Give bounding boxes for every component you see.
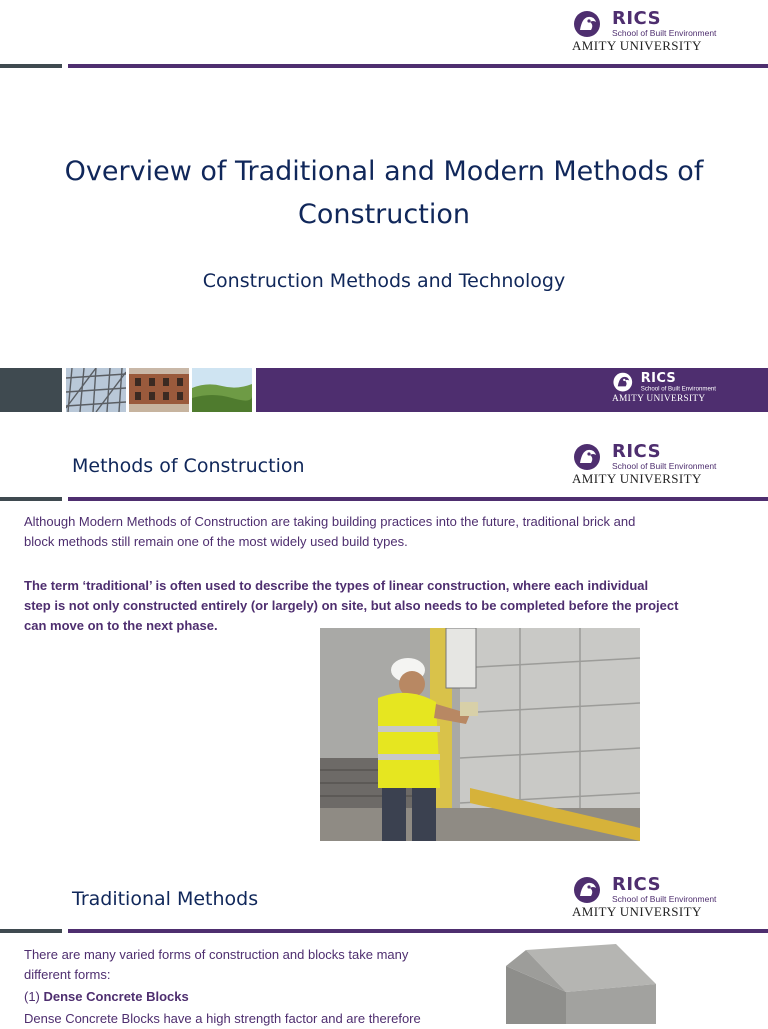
list-item-label: Dense Concrete Blocks xyxy=(43,989,189,1004)
intro-line-2: block methods still remain one of the most widely used build types. xyxy=(24,534,408,549)
definition-line-2: step is not only constructed entirely (or largely) on site, but also needs to be completed before the project xyxy=(24,598,679,613)
logo-university-text: AMITY UNIVERSITY xyxy=(572,38,702,53)
logo-school-text: School of Built Environment xyxy=(612,894,717,904)
slide-title-line-1: Overview of Traditional and Modern Methods of xyxy=(64,156,704,187)
forms-line-2: different forms: xyxy=(24,967,111,982)
list-item-dense-concrete xyxy=(24,987,474,1007)
header-rule-purple xyxy=(68,64,768,68)
header-rule-dark xyxy=(0,497,62,501)
logo-university-text: AMITY UNIVERSITY xyxy=(612,392,706,403)
intro-line-1: Although Modern Methods of Construction are taking building practices into the future, traditional brick and xyxy=(24,514,636,529)
logo-university-text: AMITY UNIVERSITY xyxy=(572,904,702,919)
traditional-definition-paragraph xyxy=(24,576,754,636)
footer-band xyxy=(0,368,768,412)
logo-brand-text: RICS xyxy=(612,8,662,29)
rics-amity-logo xyxy=(572,443,732,489)
footer-band-dark xyxy=(0,368,62,412)
forms-line-1: There are many varied forms of construction and blocks take many xyxy=(24,947,409,962)
landscape-photo xyxy=(192,368,252,412)
logo-brand-text: RICS xyxy=(640,370,677,386)
slide-subtitle: Construction Methods and Technology xyxy=(202,270,566,292)
section-heading-traditional: Traditional Methods xyxy=(72,888,259,910)
bricklayer-photo xyxy=(320,628,640,841)
header-rule-dark xyxy=(0,64,62,68)
rics-amity-logo xyxy=(572,876,732,922)
forms-paragraph xyxy=(24,945,474,985)
rics-lion-emblem-icon xyxy=(572,443,608,473)
scaffold-photo xyxy=(66,368,126,412)
list-item-number: (1) xyxy=(24,989,44,1004)
header-rule-dark xyxy=(0,929,62,933)
definition-line-1: The term ‘traditional’ is often used to describe the types of linear construction, where each individual xyxy=(24,578,649,593)
concrete-block-photo xyxy=(496,944,666,1024)
rics-lion-emblem-icon xyxy=(612,372,638,394)
logo-brand-text: RICS xyxy=(612,441,662,462)
header-rule-purple xyxy=(68,929,768,933)
slide-title-line-2: Construction xyxy=(298,199,470,230)
rics-lion-emblem-icon xyxy=(572,10,608,40)
footer-logo xyxy=(612,372,727,405)
header-rule-purple xyxy=(68,497,768,501)
dense-concrete-paragraph xyxy=(24,1009,474,1029)
definition-line-3: can move on to the next phase. xyxy=(24,618,218,633)
logo-school-text: School of Built Environment xyxy=(612,28,717,38)
rics-amity-logo xyxy=(572,10,732,56)
intro-paragraph xyxy=(24,512,754,552)
logo-school-text: School of Built Environment xyxy=(612,461,717,471)
logo-school-text: School of Built Environment xyxy=(640,384,716,393)
logo-brand-text: RICS xyxy=(612,874,662,895)
building-photo xyxy=(129,368,189,412)
section-heading-methods: Methods of Construction xyxy=(72,455,305,477)
footer-band-purple xyxy=(256,368,768,412)
logo-university-text: AMITY UNIVERSITY xyxy=(572,471,702,486)
dense-concrete-line-1: Dense Concrete Blocks have a high strength factor and are therefore xyxy=(24,1011,421,1026)
rics-lion-emblem-icon xyxy=(572,876,608,906)
slide-title xyxy=(20,150,748,236)
